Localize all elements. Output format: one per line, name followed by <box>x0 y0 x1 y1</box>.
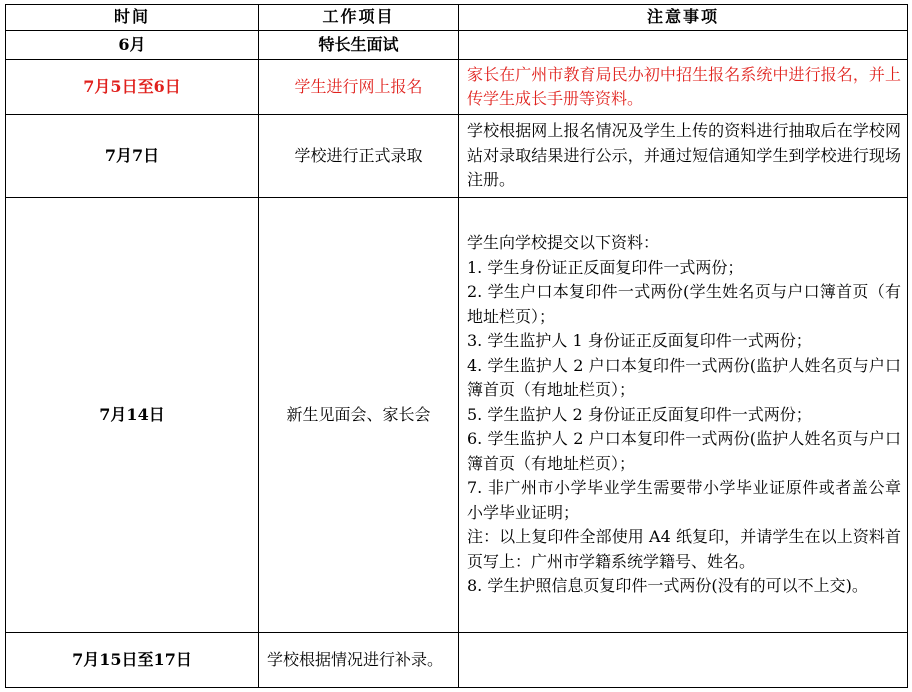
row-notes: 学校根据网上报名情况及学生上传的资料进行抽取后在学校网站对录取结果进行公示，并通过短信通知学生到学校进行现场注册。 <box>459 115 908 198</box>
row-time: 7月7日 <box>6 115 259 198</box>
note-line: 1. 学生身份证正反面复印件一式两份； <box>467 257 744 277</box>
row-work-item: 特长生面试 <box>259 31 459 60</box>
note-line: 3. 学生监护人 1 身份证正反面复印件一式两份； <box>467 331 812 351</box>
row-work-item: 新生见面会、家长会 <box>259 198 459 633</box>
row-notes <box>459 198 908 633</box>
header-time: 时间 <box>6 5 259 31</box>
row-notes <box>459 31 908 60</box>
header-notes: 注意事项 <box>459 5 908 31</box>
table-row <box>6 633 908 688</box>
header-work-item: 工作项目 <box>259 5 459 31</box>
table-row <box>6 31 908 60</box>
row-notes: 家长在广州市教育局民办初中招生报名系统中进行报名，并上传学生成长手册等资料。 <box>459 60 908 115</box>
note-line: 注：以上复印件全部使用 A4 纸复印，并请学生在以上资料首页写上：广州市学籍系统学籍号、姓名。 <box>467 527 901 571</box>
row-work-item: 学校根据情况进行补录。 <box>259 633 459 688</box>
note-line: 学生向学校提交以下资料： <box>467 233 660 253</box>
row-work-item: 学校进行正式录取 <box>259 115 459 198</box>
note-line: 2. 学生户口本复印件一式两份(学生姓名页与户口簿首页（有地址栏页）； <box>467 282 901 326</box>
row-time: 7月5日至6日 <box>6 60 259 115</box>
row-notes <box>459 633 908 688</box>
enrollment-schedule-table <box>5 4 908 688</box>
note-line: 6. 学生监护人 2 户口本复印件一式两份(监护人姓名页与户口簿首页（有地址栏页）； <box>467 429 901 473</box>
note-line: 5. 学生监护人 2 身份证正反面复印件一式两份； <box>467 404 812 424</box>
row-time: 7月15日至17日 <box>6 633 259 688</box>
row-time: 6月 <box>6 31 259 60</box>
table-row <box>6 115 908 198</box>
table-row <box>6 60 908 115</box>
table-row <box>6 198 908 633</box>
row-time: 7月14日 <box>6 198 259 633</box>
note-line: 4. 学生监护人 2 户口本复印件一式两份(监护人姓名页与户口簿首页（有地址栏页）； <box>467 355 901 400</box>
row-work-item: 学生进行网上报名 <box>259 60 459 115</box>
note-line: 8. 学生护照信息页复印件一式两份(没有的可以不上交)。 <box>467 576 868 596</box>
table-header-row <box>6 5 908 31</box>
note-line: 7. 非广州市小学毕业学生需要带小学毕业证原件或者盖公章小学毕业证明； <box>467 478 901 522</box>
